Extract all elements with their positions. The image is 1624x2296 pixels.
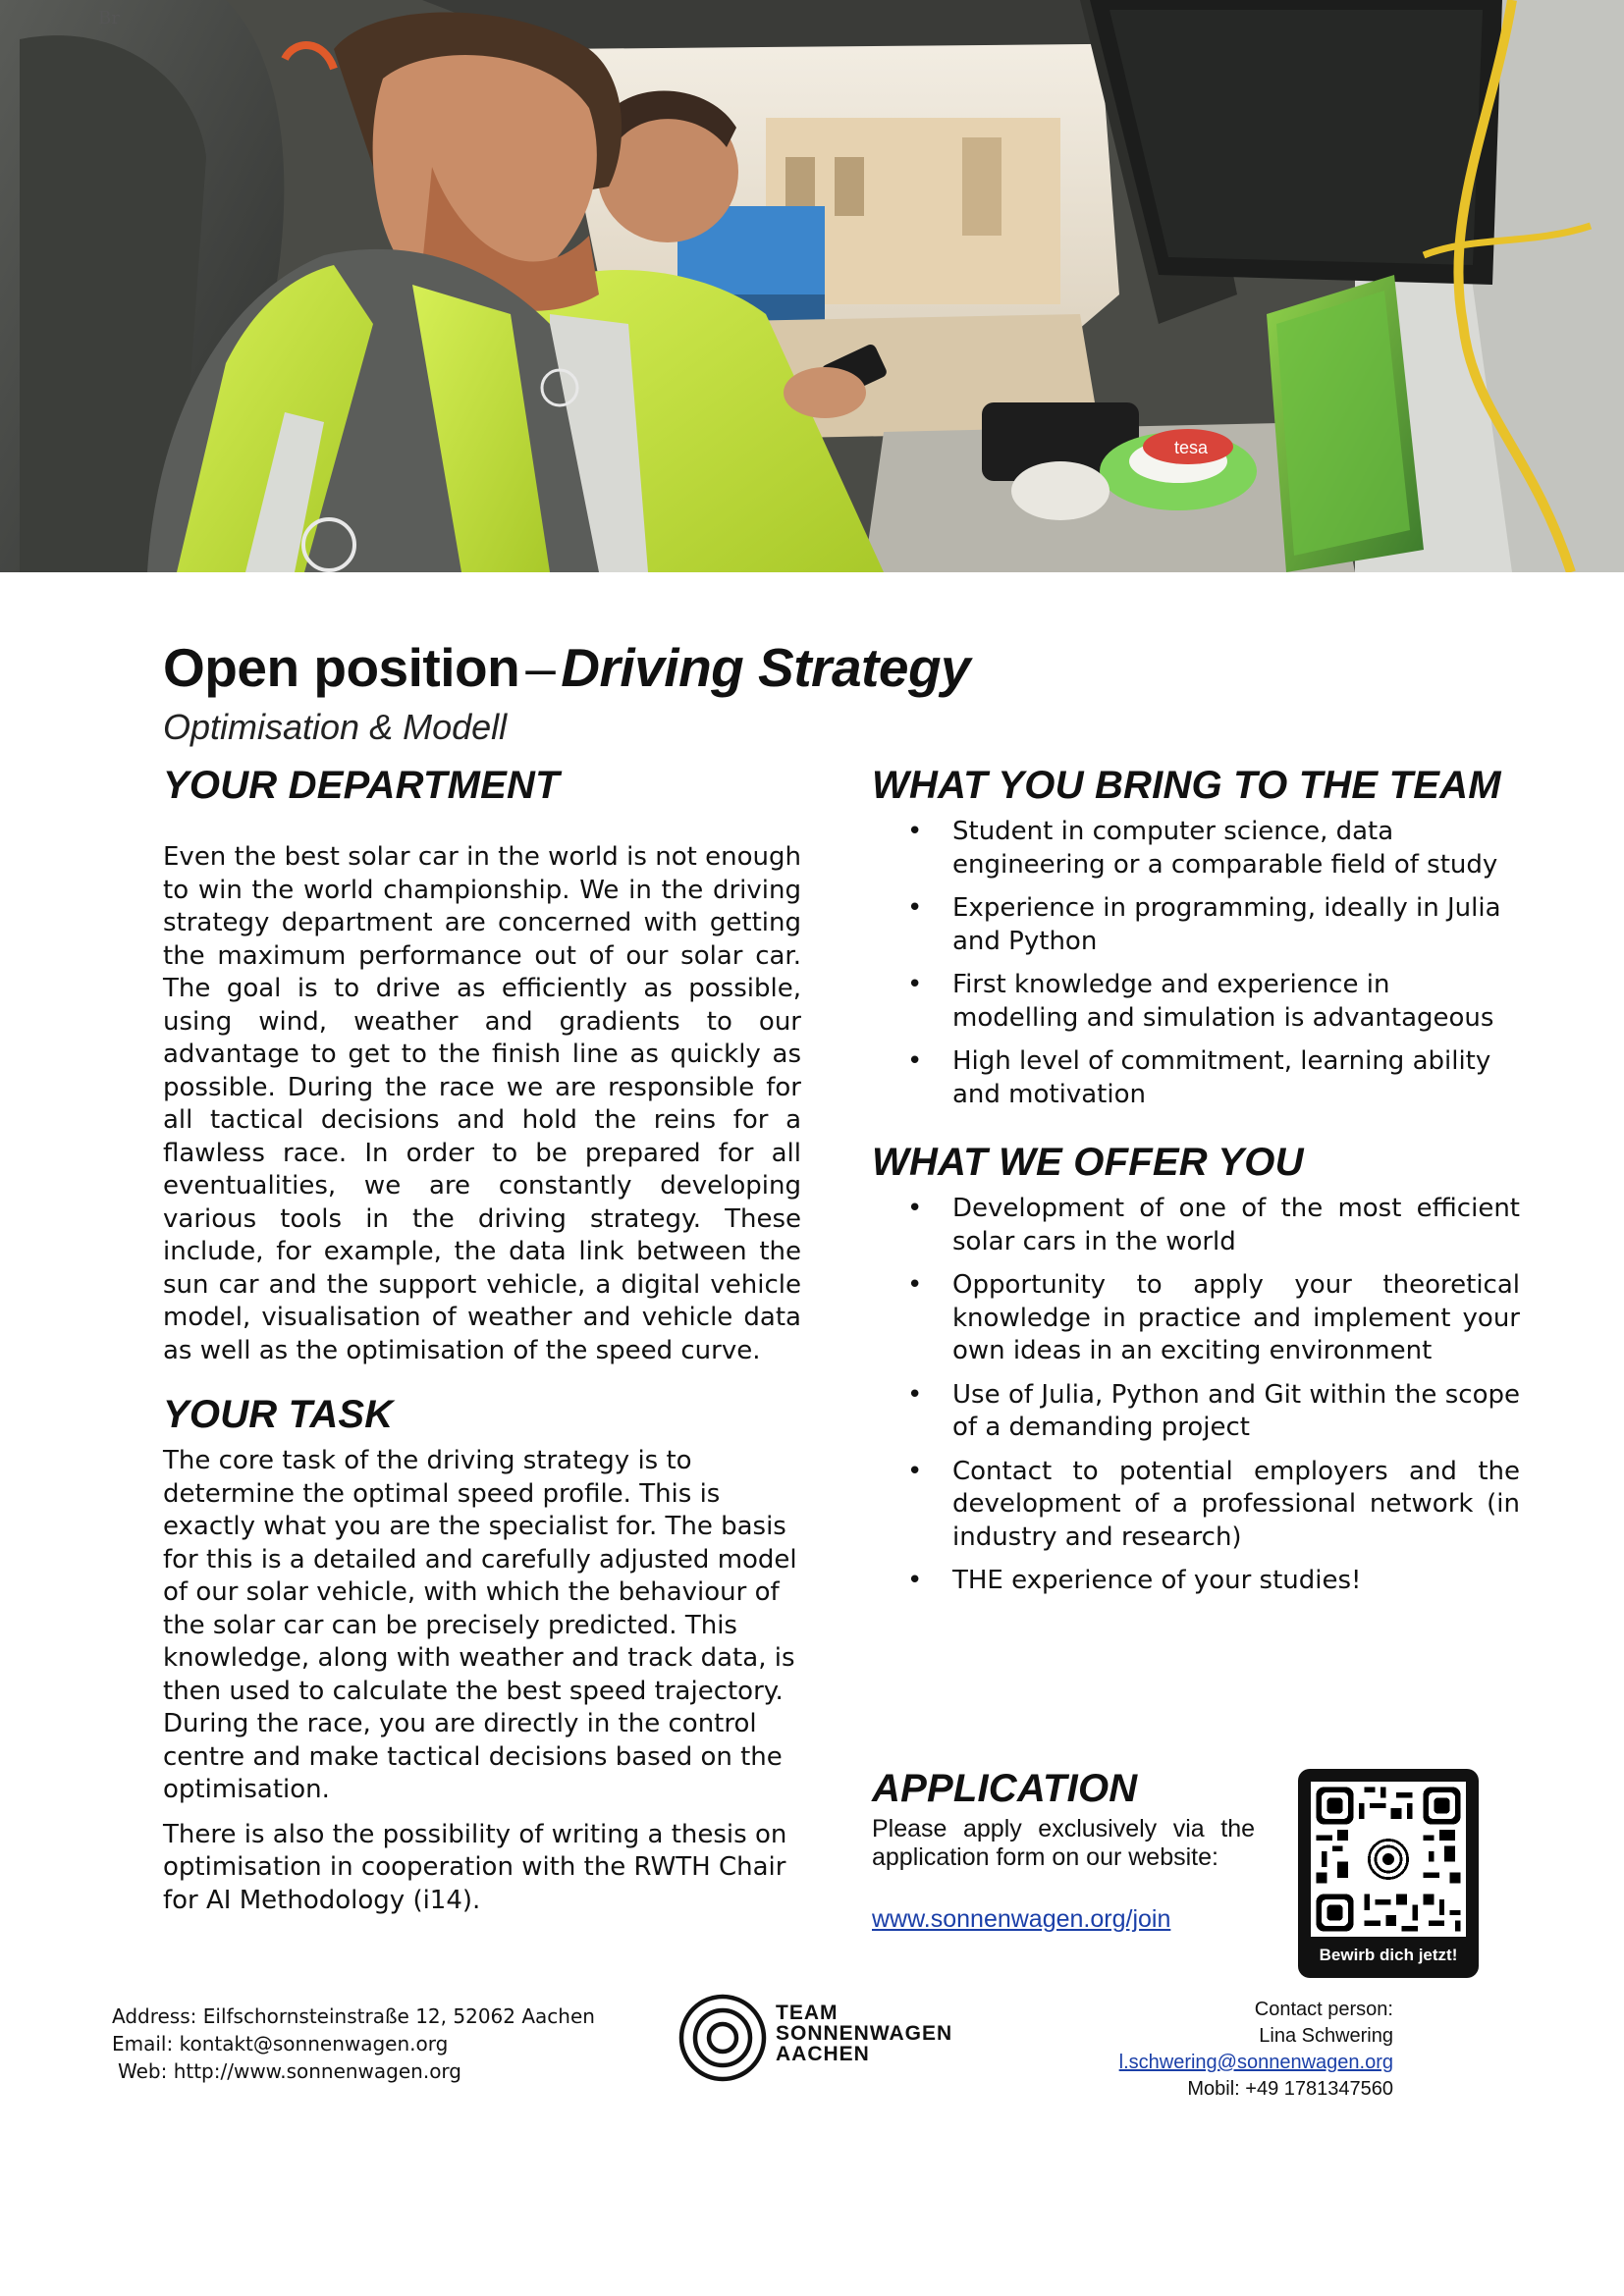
department-text: Even the best solar car in the world is not enough to win the world championship. We in the driving strategy department are concerned with getting the maximum performance out of our solar car. The goal is to drive as efficiently as possible, using wind, weather and gradients to our advantage to get to the finish line as quickly as possible. During the race we are responsible for all tactical decisions and hold the reins for a flawless race. In order to be prepared for all eventualities, we are constantly developing various tools in the driving strategy. These include, for example, the data link between the sun car and the support vehicle, a digital vehicle model, visualisation of weather and vehicle data as well as the optimisation of the speed curve.	[163, 842, 801, 1365]
qr-code-pattern	[1311, 1782, 1466, 1937]
logo-rings-icon	[677, 1993, 768, 2083]
footer-email: Email: kontakt@sonnenwagen.org	[112, 2032, 449, 2056]
footer-address: Address: Eilfschornsteinstraße 12, 52062 Aachen	[112, 2004, 595, 2028]
title-italic: Driving Strategy	[561, 637, 971, 698]
hero-photo	[0, 0, 1624, 572]
application-link[interactable]: www.sonnenwagen.org/join	[872, 1905, 1171, 1933]
corner-mark: Br	[98, 8, 120, 28]
offer-heading: WHAT WE OFFER YOU	[872, 1141, 1304, 1184]
bring-item: • Experience in programming, ideally in Julia and Python	[907, 892, 1520, 958]
footer-web: Web: http://www.sonnenwagen.org	[118, 2059, 461, 2083]
offer-item: • Development of one of the most efficient solar cars in the world	[907, 1193, 1520, 1258]
footer-contact-block	[1119, 1997, 1393, 2103]
tape-brand-label: tesa	[1174, 438, 1209, 457]
contact-mobile: Mobil: +49 1781347560	[1187, 2078, 1393, 2100]
logo-line: TEAM	[776, 2002, 839, 2024]
logo-line: AACHEN	[776, 2043, 870, 2065]
offer-item: • Opportunity to apply your theoretical knowledge in practice and implement your own ideas in an exciting environment	[907, 1269, 1520, 1368]
right-column	[872, 764, 1520, 1609]
title-plain: Open position	[163, 637, 520, 698]
hero-photo-illustration	[0, 0, 1624, 572]
page-title	[163, 636, 970, 699]
application-heading: APPLICATION	[872, 1767, 1138, 1810]
offer-item: • Contact to potential employers and the development of a professional network (in industry and research)	[907, 1456, 1520, 1555]
offer-item: • Use of Julia, Python and Git within the scope of a demanding project	[907, 1379, 1520, 1445]
task-heading: YOUR TASK	[163, 1393, 394, 1436]
offer-item: • THE experience of your studies!	[907, 1565, 1520, 1598]
bring-list	[907, 816, 1520, 1111]
left-column	[163, 764, 801, 1917]
task-text: The core task of the driving strategy is to determine the optimal speed profile. This is exactly what you are the specialist for. The basis for this is a detailed and carefully adjusted model of our solar vehicle, with which the behaviour of the solar car can be precisely predicted. This knowledge, along with weather and track data, is then used to calculate the best speed trajectory. During the race, you are directly in the control centre and make tactical decisions based on the optimisation.	[163, 1446, 797, 1804]
footer-address-block	[112, 2002, 595, 2085]
title-dash: –	[525, 637, 556, 698]
bring-item: • Student in computer science, data engineering or a comparable field of study	[907, 816, 1520, 881]
qr-code-card[interactable]	[1298, 1769, 1479, 1978]
bring-item: • First knowledge and experience in modelling and simulation is advantageous	[907, 969, 1520, 1035]
qr-caption: Bewirb dich jetzt!	[1319, 1946, 1458, 1964]
page-subtitle: Optimisation & Modell	[163, 707, 508, 747]
contact-email-link[interactable]: l.schwering@sonnenwagen.org	[1118, 2052, 1393, 2073]
bring-heading: WHAT YOU BRING TO THE TEAM	[872, 764, 1501, 807]
department-heading: YOUR DEPARTMENT	[163, 764, 560, 807]
logo-text	[776, 2002, 952, 2064]
thesis-text: There is also the possibility of writing a thesis on optimisation in cooperation with the RWTH Chair for AI Methodology (i14).	[163, 1819, 787, 1915]
contact-label: Contact person:	[1254, 1999, 1393, 2020]
offer-list	[907, 1193, 1520, 1598]
application-text: Please apply exclusively via the application form on our website:	[872, 1815, 1255, 1871]
team-logo	[677, 1993, 972, 2086]
bring-item: • High level of commitment, learning ability and motivation	[907, 1045, 1520, 1111]
contact-name: Lina Schwering	[1259, 2025, 1393, 2047]
qr-code	[1311, 1782, 1466, 1937]
logo-line: SONNENWAGEN	[776, 2022, 953, 2045]
application-section	[872, 1767, 1255, 1934]
